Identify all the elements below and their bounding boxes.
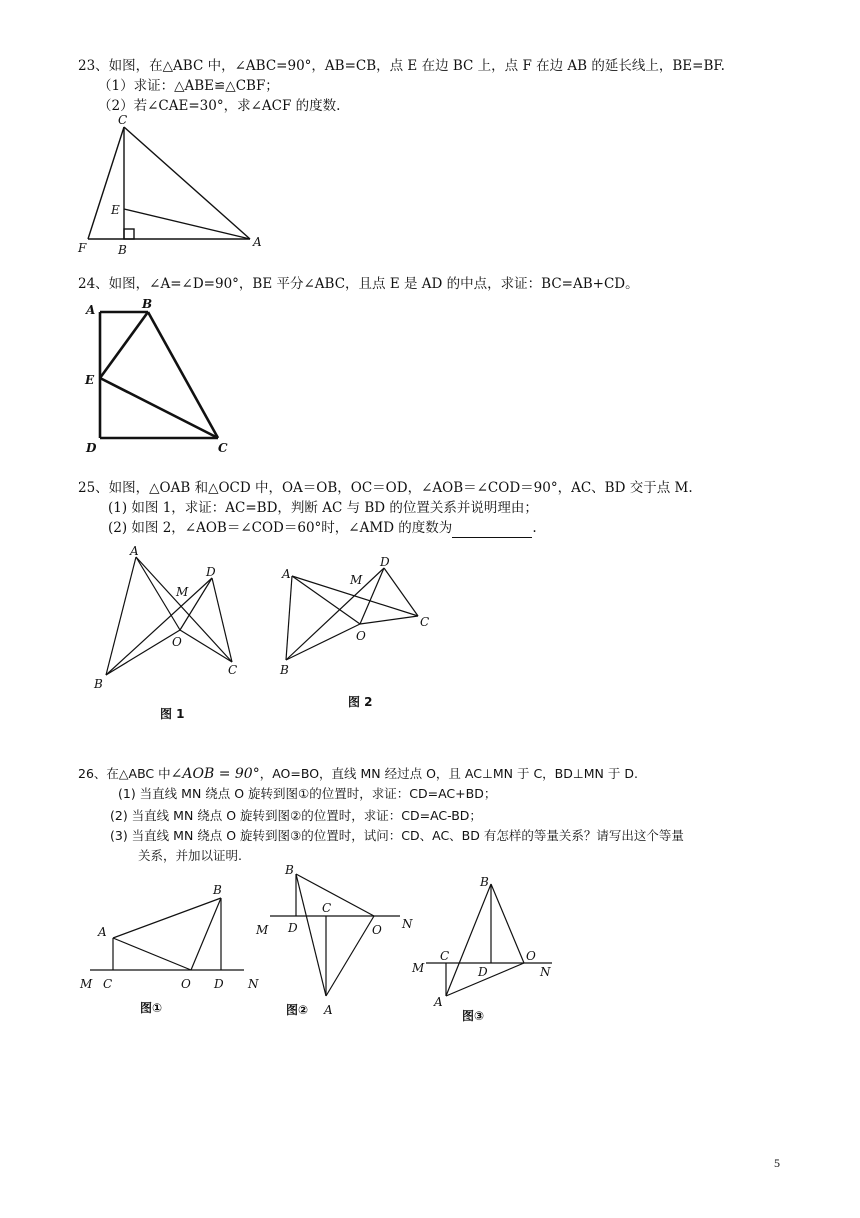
q26f2-label-N: N: [402, 917, 413, 931]
q26f3-label-C: C: [440, 949, 450, 963]
page-number: 5: [774, 1156, 780, 1170]
q26f1-label-C: C: [103, 977, 113, 991]
q26f3-label-M: M: [412, 961, 425, 975]
q26-stem-pre: 26、在△ABC 中: [78, 766, 171, 781]
q26f1-label-N: N: [248, 977, 259, 991]
q26f2-label-O: O: [372, 923, 382, 937]
q25f1-label-A: A: [130, 544, 139, 558]
q25-fig1-caption: 图 1: [160, 707, 185, 721]
question-26-part1: (1) 当直线 MN 绕点 O 旋转到图①的位置时，求证：CD=AC+BD；: [118, 786, 497, 801]
q23-label-C: C: [118, 113, 128, 127]
q26f2-label-A: A: [324, 1003, 333, 1017]
q26f3-label-B: B: [480, 875, 489, 889]
q24-label-B: B: [142, 297, 153, 311]
q26-fig1-caption: 图①: [140, 1001, 163, 1015]
q25f2-label-A: A: [282, 567, 291, 581]
q25f2-label-B: B: [280, 663, 289, 677]
question-26-part3b: 关系，并加以证明.: [138, 848, 242, 863]
q24-label-E: E: [85, 373, 95, 387]
q23-label-F: F: [78, 241, 87, 255]
q26f3-label-O: O: [526, 949, 536, 963]
q25f1-label-M: M: [176, 585, 189, 599]
q24-label-C: C: [218, 441, 228, 455]
q25-part2-end: .: [532, 520, 537, 536]
question-26-part3a: (3) 当直线 MN 绕点 O 旋转到图③的位置时，试问：CD、AC、BD 有怎样的等量关系？请写出这个等量: [110, 828, 684, 843]
q26f1-label-B: B: [213, 883, 222, 897]
q26f3-label-N: N: [540, 965, 551, 979]
q25-fig2-caption: 图 2: [348, 695, 373, 709]
q26-stem-post: ，AO=BO，直线 MN 经过点 O，且 AC⊥MN 于 C，BD⊥MN 于 D.: [259, 766, 638, 781]
q26f1-label-D: D: [214, 977, 224, 991]
q25f1-label-D: D: [206, 565, 216, 579]
q25f1-label-B: B: [94, 677, 103, 691]
q23-label-B: B: [118, 243, 127, 257]
q26f2-label-C: C: [322, 901, 332, 915]
q26f3-label-D: D: [478, 965, 488, 979]
question-25-part1: (1) 如图 1，求证：AC=BD，判断 AC 与 BD 的位置关系并说明理由；: [108, 500, 538, 516]
q26-stem-math: ∠AOB = 90°: [170, 766, 260, 782]
q26f2-label-D: D: [288, 921, 298, 935]
question-23-stem: 23、如图，在△ABC 中，∠ABC=90°，AB=CB，点 E 在边 BC 上，点 F 在边 AB 的延长线上，BE=BF.: [78, 58, 725, 74]
question-23-part1: （1）求证：△ABE≌△CBF；: [98, 78, 279, 94]
question-25-stem: 25、如图，△OAB 和△OCD 中，OA＝OB，OC＝OD，∠AOB＝∠COD＝90°，AC、BD 交于点 M.: [78, 480, 693, 496]
q26f1-label-O: O: [181, 977, 191, 991]
q23-label-A: A: [253, 235, 262, 249]
question-24-stem: 24、如图，∠A=∠D=90°，BE 平分∠ABC，且点 E 是 AD 的中点，求证：BC=AB+CD。: [78, 276, 639, 292]
q26f1-label-A: A: [98, 925, 107, 939]
q23-label-E: E: [111, 203, 120, 217]
q26f2-label-M: M: [256, 923, 269, 937]
question-26-part2: (2) 当直线 MN 绕点 O 旋转到图②的位置时，求证：CD=AC-BD；: [110, 808, 482, 823]
q26f1-label-M: M: [80, 977, 93, 991]
question-23-part2: （2）若∠CAE=30°，求∠ACF 的度数.: [98, 98, 341, 114]
q26-fig2-caption: 图②: [286, 1003, 309, 1017]
q25f2-label-O: O: [356, 629, 366, 643]
q25f2-label-M: M: [350, 573, 363, 587]
q26-fig3-caption: 图③: [462, 1009, 485, 1023]
q25f2-label-D: D: [380, 555, 390, 569]
q26f2-label-B: B: [285, 863, 294, 877]
q25f1-label-C: C: [228, 663, 238, 677]
q25f2-label-C: C: [420, 615, 430, 629]
q24-label-D: D: [86, 441, 97, 455]
q25-part2-text: (2) 如图 2，∠AOB＝∠COD＝60°时，∠AMD 的度数为: [108, 520, 453, 536]
q24-label-A: A: [86, 303, 96, 317]
q26f3-label-A: A: [434, 995, 443, 1009]
q25f1-label-O: O: [172, 635, 182, 649]
